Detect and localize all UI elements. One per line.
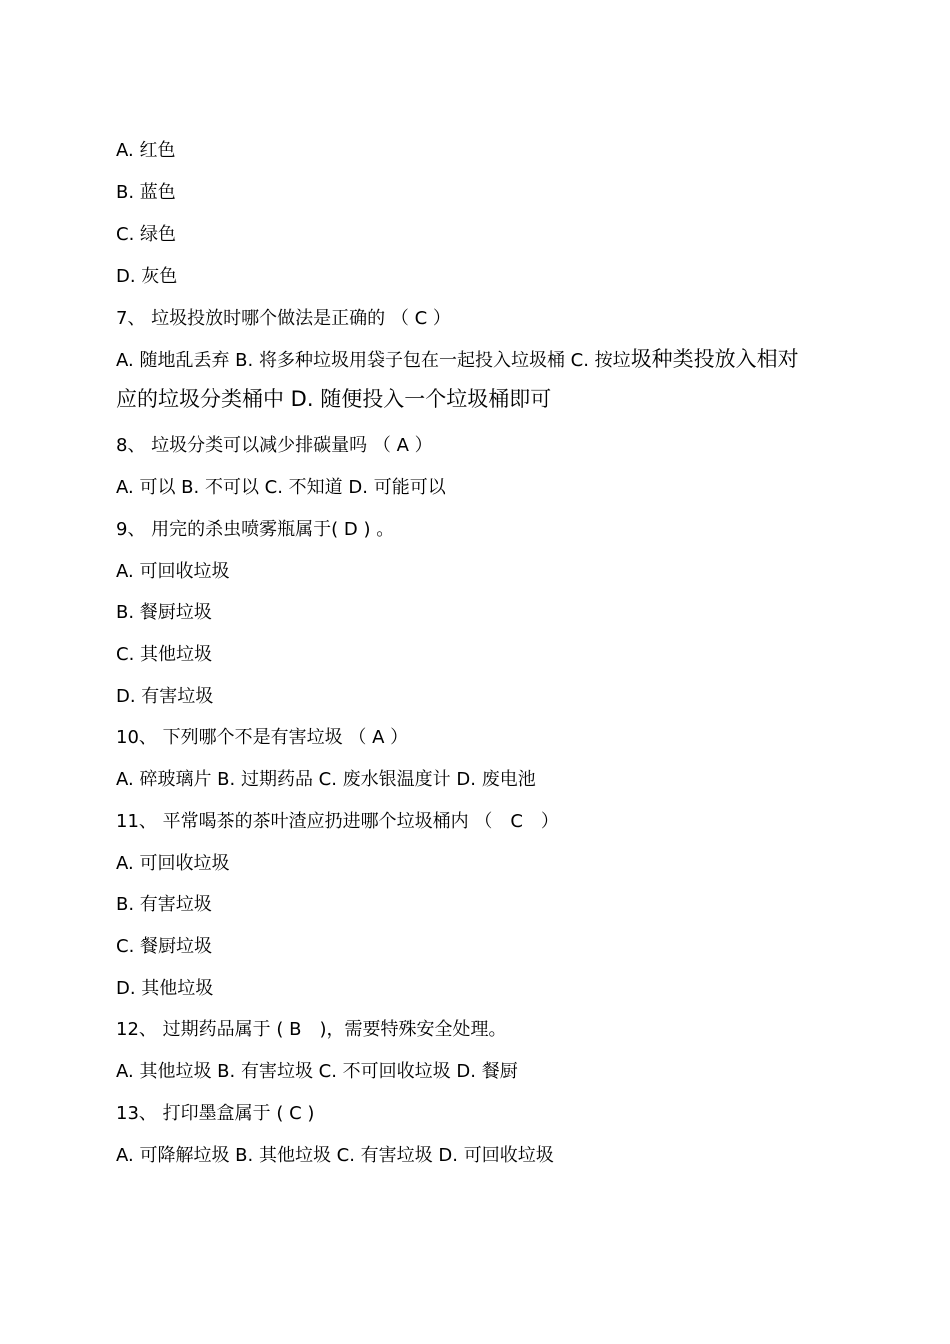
answer-option: C. 餐厨垃圾 [116,936,213,957]
answer-option: A. 可回收垃圾 [116,561,230,582]
options-line-1-text: A. 随地乱丢弃 B. 将多种垃圾用袋子包在一起投入垃圾桶 C. 按垃 [116,350,631,371]
answer-option: A. 红色 [116,140,176,161]
question-8: 8、 垃圾分类可以减少排碳量吗 （ A ） [116,435,433,456]
answer-option: D. 有害垃圾 [116,686,214,707]
question-7-options [116,346,846,412]
question-10-options: A. 碎玻璃片 B. 过期药品 C. 废水银温度计 D. 废电池 [116,769,536,790]
answer-option: C. 其他垃圾 [116,644,213,665]
answer-option: D. 灰色 [116,266,178,287]
question-12-options: A. 其他垃圾 B. 有害垃圾 C. 不可回收垃圾 D. 餐厨 [116,1061,518,1082]
answer-option: D. 其他垃圾 [116,978,214,999]
question-9: 9、 用完的杀虫喷雾瓶属于( D ) 。 [116,519,395,540]
answer-option: B. 蓝色 [116,182,176,203]
question-7: 7、 垃圾投放时哪个做法是正确的 （ C ） [116,308,451,329]
question-13-options: A. 可降解垃圾 B. 其他垃圾 C. 有害垃圾 D. 可回收垃圾 [116,1145,554,1166]
question-11: 11、 平常喝茶的茶叶渣应扔进哪个垃圾桶内 （ C ） [116,811,559,832]
answer-option: B. 餐厨垃圾 [116,602,212,623]
options-line-1 [116,346,846,374]
answer-option: B. 有害垃圾 [116,894,212,915]
question-10: 10、 下列哪个不是有害垃圾 （ A ） [116,727,409,748]
question-8-options: A. 可以 B. 不可以 C. 不知道 D. 可能可以 [116,477,446,498]
question-12: 12、 过期药品属于 ( B )，需要特殊安全处理。 [116,1019,507,1040]
answer-option: A. 可回收垃圾 [116,853,230,874]
question-13: 13、 打印墨盒属于 ( C ) [116,1103,315,1124]
options-line-2: 应的垃圾分类桶中 D. 随便投入一个垃圾桶即可 [116,387,552,411]
answer-option: C. 绿色 [116,224,177,245]
options-line-1-tail: 圾种类投放入相对 [630,347,799,371]
